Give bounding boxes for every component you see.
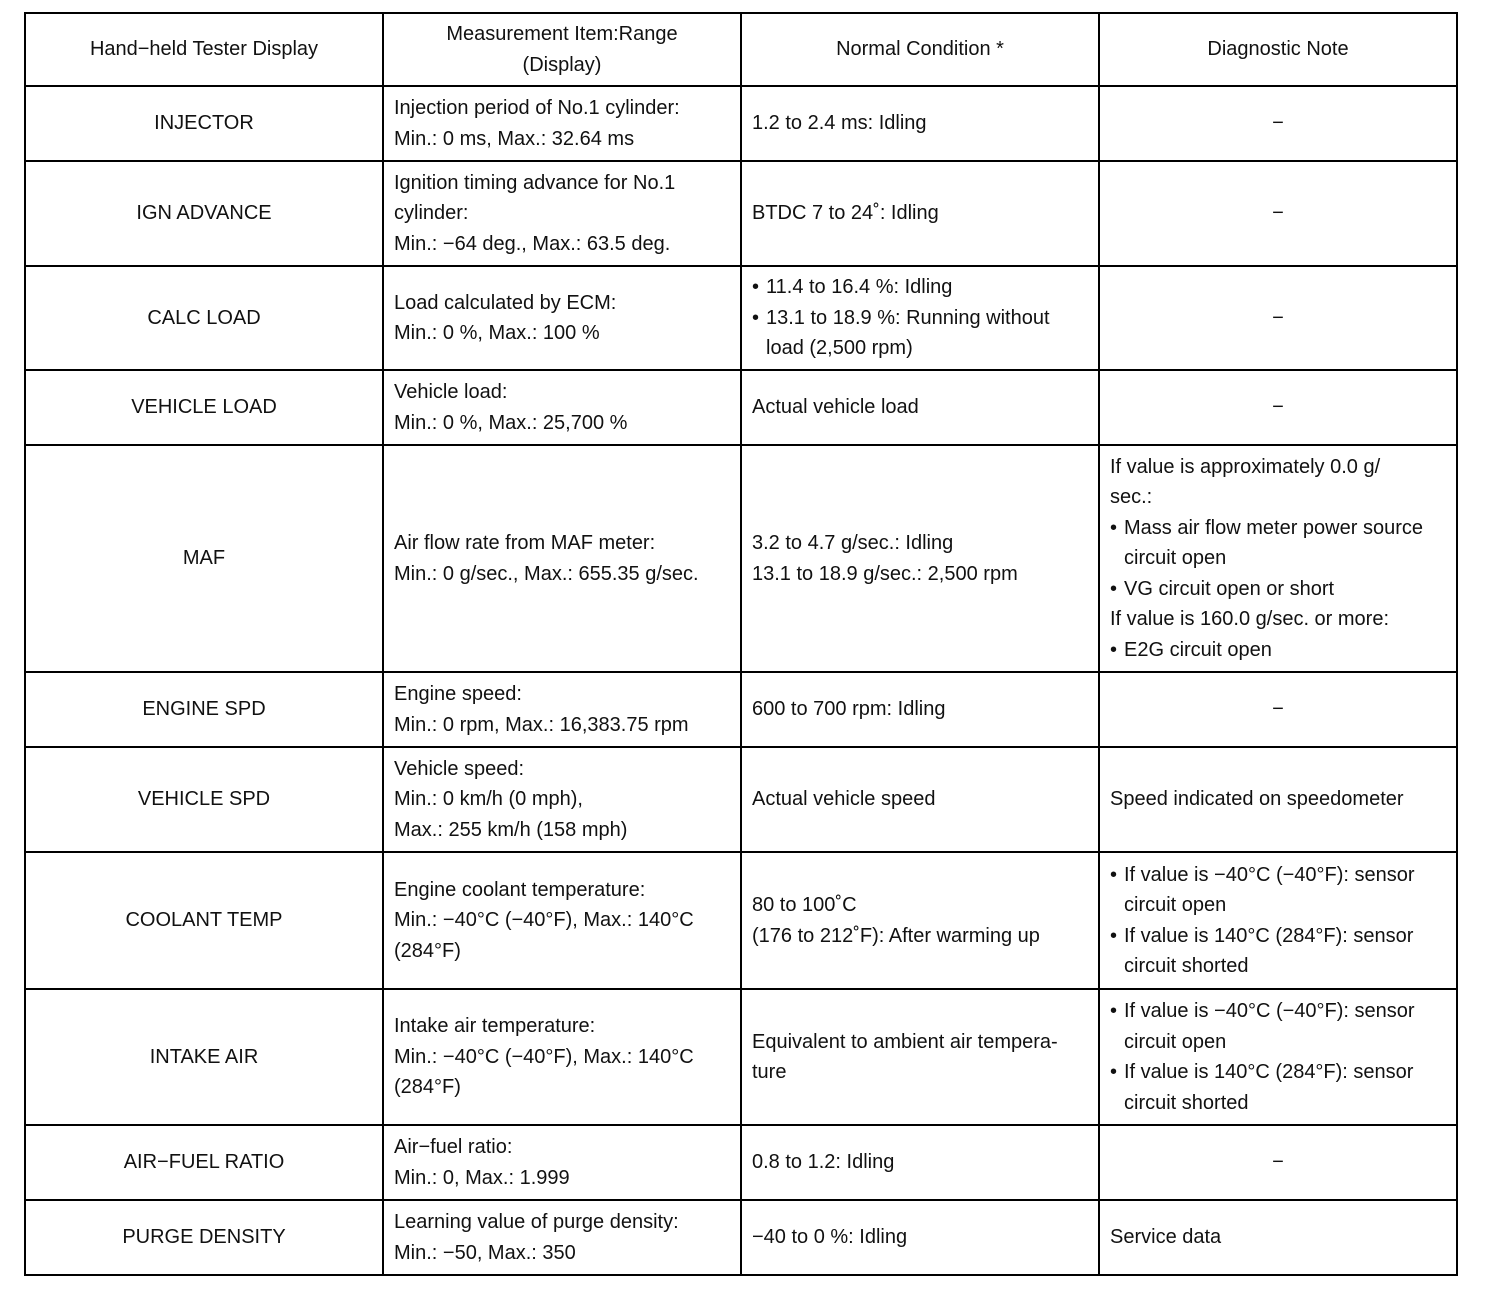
measurement-line: Ignition timing advance for No.1 xyxy=(394,171,676,194)
normal-condition-line: Actual vehicle speed xyxy=(752,788,936,811)
measurement-cell xyxy=(383,1125,741,1200)
measurement-line: Air flow rate from MAF meter: xyxy=(394,532,656,554)
table-row-intake-air xyxy=(25,989,1457,1125)
diagnostic-note-line: − xyxy=(1272,1151,1284,1174)
diagnostic-note-line: Speed indicated on speedometer xyxy=(1110,788,1404,811)
measurement-cell xyxy=(383,852,741,989)
diagnostic-note-cell xyxy=(1099,852,1457,989)
tester-display-cell: MAF xyxy=(25,445,383,672)
measurement-cell xyxy=(383,161,741,266)
normal-condition-line: 600 to 700 rpm: Idling xyxy=(752,698,946,721)
normal-condition-line: −40 to 0 %: Idling xyxy=(752,1226,908,1249)
measurement-cell xyxy=(383,445,741,672)
normal-condition-line: Equivalent to ambient air tempera- xyxy=(752,1030,1058,1053)
header-measurement: Measurement Item:Range (Display) xyxy=(383,13,741,86)
diagnostic-note-line: sec.: xyxy=(1110,486,1153,509)
diagnostic-note-line: Service data xyxy=(1110,1226,1222,1249)
table-row-maf xyxy=(25,445,1457,672)
header-row xyxy=(25,13,1457,86)
diagnostic-note-line: − xyxy=(1272,306,1284,329)
tester-display-cell: PURGE DENSITY xyxy=(25,1200,383,1275)
normal-condition-line: Actual vehicle load xyxy=(752,396,919,419)
diagnostic-note-cell xyxy=(1099,1125,1457,1200)
measurement-cell xyxy=(383,86,741,161)
normal-condition-cell xyxy=(741,445,1099,672)
normal-condition-cell xyxy=(741,852,1099,989)
table-row-air-fuel-ratio xyxy=(25,1125,1457,1200)
measurement-line: Min.: 0 %, Max.: 25,700 % xyxy=(394,411,628,434)
measurement-line: Intake air temperature: xyxy=(394,1015,596,1038)
measurement-line: Min.: 0 km/h (0 mph), xyxy=(394,788,583,811)
tester-display-cell: INTAKE AIR xyxy=(25,989,383,1125)
diagnostic-note-line: If value is 160.0 g/sec. or more: xyxy=(1110,608,1390,631)
diagnostic-note-line: • If value is 140°C (284°F): sensor circuit shorted xyxy=(1110,921,1446,982)
header-normal-condition: Normal Condition * xyxy=(741,13,1099,86)
diagnostic-note-line: − xyxy=(1272,396,1284,419)
measurement-line: Min.: 0 g/sec., Max.: 655.35 g/sec. xyxy=(394,562,699,585)
table-row-purge-density xyxy=(25,1200,1457,1275)
normal-condition-line: BTDC 7 to 24˚: Idling xyxy=(752,202,939,225)
normal-condition-cell xyxy=(741,672,1099,747)
normal-condition-line: 1.2 to 2.4 ms: Idling xyxy=(752,112,927,135)
normal-condition-cell xyxy=(741,1125,1099,1200)
measurement-line: Vehicle speed: xyxy=(394,757,525,780)
measurement-line: cylinder: xyxy=(394,202,469,225)
table-row-ign-advance xyxy=(25,161,1457,266)
measurement-line: Engine coolant temperature: xyxy=(394,878,646,901)
normal-condition-line: (176 to 212˚F): After warming up xyxy=(752,924,1040,947)
normal-condition-line: 3.2 to 4.7 g/sec.: Idling xyxy=(752,532,954,554)
diagnostic-note-cell xyxy=(1099,672,1457,747)
normal-condition-cell xyxy=(741,747,1099,852)
measurement-line: Min.: −50, Max.: 350 xyxy=(394,1241,576,1264)
tester-display-cell: VEHICLE SPD xyxy=(25,747,383,852)
normal-condition-cell xyxy=(741,266,1099,370)
tester-display-cell: ENGINE SPD xyxy=(25,672,383,747)
normal-condition-line: • 13.1 to 18.9 %: Running without load (2,500 rpm) xyxy=(752,303,1088,364)
header-diagnostic-note: Diagnostic Note xyxy=(1099,13,1457,86)
diagnostic-note-cell xyxy=(1099,989,1457,1125)
header-tester-display: Hand−held Tester Display xyxy=(25,13,383,86)
diagnostic-note-line: − xyxy=(1272,698,1284,721)
tester-display-cell: IGN ADVANCE xyxy=(25,161,383,266)
tester-display-cell: VEHICLE LOAD xyxy=(25,370,383,445)
measurement-cell xyxy=(383,1200,741,1275)
tester-display-cell: INJECTOR xyxy=(25,86,383,161)
measurement-line: Min.: −64 deg., Max.: 63.5 deg. xyxy=(394,232,671,255)
diagnostic-note-line: • Mass air flow meter power source circuit open xyxy=(1110,513,1446,574)
measurement-line: Load calculated by ECM: xyxy=(394,291,617,314)
normal-condition-cell xyxy=(741,86,1099,161)
measurement-cell xyxy=(383,266,741,370)
table-row-coolant-temp xyxy=(25,852,1457,989)
diagnostic-note-cell xyxy=(1099,266,1457,370)
tester-display-cell: AIR−FUEL RATIO xyxy=(25,1125,383,1200)
normal-condition-cell xyxy=(741,989,1099,1125)
diagnostic-note-line: • VG circuit open or short xyxy=(1110,574,1446,605)
measurement-line: Min.: 0 rpm, Max.: 16,383.75 rpm xyxy=(394,713,689,736)
diagnostic-note-line: • If value is 140°C (284°F): sensor circuit shorted xyxy=(1110,1057,1446,1118)
diagnostic-note-line: − xyxy=(1272,112,1284,135)
normal-condition-line: 0.8 to 1.2: Idling xyxy=(752,1151,895,1174)
table-row-injector xyxy=(25,86,1457,161)
diagnostic-note-line: If value is approximately 0.0 g/ xyxy=(1110,455,1381,478)
tester-display-cell: COOLANT TEMP xyxy=(25,852,383,989)
measurement-line: Min.: −40°C (−40°F), Max.: 140°C xyxy=(394,1045,694,1068)
diagnostic-note-cell xyxy=(1099,370,1457,445)
diagnostic-note-cell xyxy=(1099,86,1457,161)
measurement-cell xyxy=(383,672,741,747)
normal-condition-cell xyxy=(741,1200,1099,1275)
normal-condition-line: • 11.4 to 16.4 %: Idling xyxy=(752,272,1088,303)
diagnostic-note-cell xyxy=(1099,747,1457,852)
diagnostic-note-cell xyxy=(1099,1200,1457,1275)
diagnostic-note-cell xyxy=(1099,445,1457,672)
normal-condition-cell xyxy=(741,161,1099,266)
measurement-line: Max.: 255 km/h (158 mph) xyxy=(394,818,628,841)
normal-condition-cell xyxy=(741,370,1099,445)
normal-condition-line: 80 to 100˚C xyxy=(752,894,857,916)
measurement-line: Min.: 0 %, Max.: 100 % xyxy=(394,322,600,344)
measurement-line: (284°F) xyxy=(394,1076,461,1099)
table-row-vehicle-load xyxy=(25,370,1457,445)
measurement-line: Vehicle load: xyxy=(394,381,508,403)
tester-display-cell: CALC LOAD xyxy=(25,266,383,370)
measurement-line: Engine speed: xyxy=(394,683,522,705)
measurement-line: Injection period of No.1 cylinder: xyxy=(394,97,680,119)
diagnostic-note-line: • E2G circuit open xyxy=(1110,635,1446,666)
diagnostic-note-line: • If value is −40°C (−40°F): sensor circuit open xyxy=(1110,860,1446,921)
measurement-line: (284°F) xyxy=(394,939,461,962)
table-row-calc-load xyxy=(25,266,1457,370)
table-row-engine-spd xyxy=(25,672,1457,747)
measurement-line: Air−fuel ratio: xyxy=(394,1136,513,1158)
data-table xyxy=(24,12,1458,1276)
diagnostic-note-cell xyxy=(1099,161,1457,266)
measurement-line: Min.: −40°C (−40°F), Max.: 140°C xyxy=(394,909,694,932)
normal-condition-line: ture xyxy=(752,1061,787,1083)
table-row-vehicle-spd xyxy=(25,747,1457,852)
normal-condition-line: 13.1 to 18.9 g/sec.: 2,500 rpm xyxy=(752,562,1018,585)
measurement-cell xyxy=(383,989,741,1125)
measurement-line: Min.: 0 ms, Max.: 32.64 ms xyxy=(394,127,635,150)
measurement-cell xyxy=(383,370,741,445)
diagnostic-note-line: • If value is −40°C (−40°F): sensor circuit open xyxy=(1110,996,1446,1057)
measurement-line: Min.: 0, Max.: 1.999 xyxy=(394,1166,570,1189)
diagnostic-note-line: − xyxy=(1272,202,1284,225)
measurement-cell xyxy=(383,747,741,852)
measurement-line: Learning value of purge density: xyxy=(394,1211,679,1233)
